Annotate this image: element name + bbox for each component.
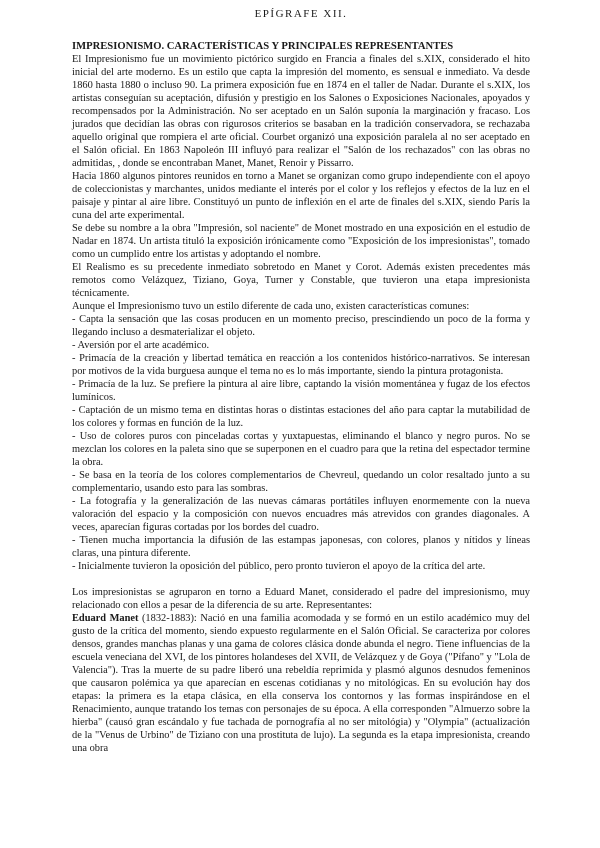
list-item: - Se basa en la teoría de los colores complementarios de Chevreul, quedando un color resaltado junto a su complementario, usando esto para las sombras.: [72, 470, 530, 494]
representatives-intro: Los impresionistas se agruparon en torno a Eduard Manet, considerado el padre del impresionismo, muy relacionado con ellos a pesar de la diferencia de su arte. Representantes:: [72, 587, 530, 611]
paragraph: El Impresionismo fue un movimiento pictórico surgido en Francia a finales del s.XIX, considerado el hito inicial del arte moderno. Es un estilo que capta la impresión del momento, es sensual e inmediato. Va desde 1860 hasta 1880 o incluso 90. La primera exposición fue en 1874 en el taller de Nadar. Durante el s.XIX, los artistas conseguían su aceptación, difusión y prestigio en los Salones o Exposiciones Nacionales, apoyados y recompensados por la Administración. No ser aceptado en un Salón suponía la marginación y fracaso. Los jurados que decidían las obras con rigurosos criterios se basaban en la tradición conservadora, se rechazaba aquello original que rompiera el arte oficial. Courbet organizó una exposición paralela al no ser aceptado en el Salón oficial. En 1863 Napoleón III influyó para realizar el "Salón de los rechazados" con las obras no admitidas, , donde se encontraban Manet, Manet, Renoir y Pissarro.: [72, 54, 530, 169]
list-item: - La fotografía y la generalización de las nuevas cámaras portátiles influyen enormemente con la nueva valoración del espacio y la composición con nuevos encuadres más atrevidos con grandes diagonales. A veces, aparecían figuras cortadas por los bordes del cuadro.: [72, 496, 530, 533]
list-item: - Inicialmente tuvieron la oposición del público, pero pronto tuvieron el apoyo de la crítica del arte.: [72, 561, 486, 572]
list-item: - Captación de un mismo tema en distintas horas o distintas estaciones del año para captar la mutabilidad de los colores y formas en función de la luz.: [72, 405, 530, 429]
page-title: EPÍGRAFE XII.: [254, 8, 348, 20]
list-item: - Primacía de la creación y libertad temática en reacción a los contenidos histórico-narrativos. Se interesan por motivos de la vida burguesa aunque el tema no es lo más importante, siendo la pintura protagonista.: [72, 353, 530, 377]
paragraph: El Realismo es su precedente inmediato sobretodo en Manet y Corot. Además existen precedentes más remotos como Velázquez, Tiziano, Goya, Turner y Constable, que tuvieron una etapa impresionista técnicamente.: [72, 262, 530, 299]
list-item: - Primacía de la luz. Se prefiere la pintura al aire libre, captando la visión momentánea y fugaz de los efectos lumínicos.: [72, 379, 530, 403]
section-heading: IMPRESIONISMO. CARACTERÍSTICAS Y PRINCIPALES REPRESENTANTES: [72, 41, 454, 52]
list-item: - Capta la sensación que las cosas producen en un momento preciso, prescindiendo un poco de la forma y llegando incluso a desmaterializar el objeto.: [72, 314, 530, 338]
manet-paragraph: [72, 612, 530, 755]
document-page: [72, 8, 530, 755]
list-item: - Aversión por el arte académico.: [72, 340, 210, 351]
paragraph: Hacia 1860 algunos pintores reunidos en torno a Manet se organizan como grupo independiente con el apoyo de coleccionistas y marchantes, unidos mediante el interés por el color y los reflejos y efectos de la luz en el paisaje y pintar al aire libre. Constituyó un punto de inflexión en el arte de finales del s.XIX, siendo París la cuna del arte experimental.: [72, 171, 530, 221]
spacer: [72, 573, 530, 586]
list-item: - Uso de colores puros con pinceladas cortas y yuxtapuestas, eliminando el blanco y negro puros. No se mezclan los colores en la paleta sino que se superponen en el cuadro para que la retina del espectador termine la obra.: [72, 431, 530, 468]
list-item: - Tienen mucha importancia la difusión de las estampas japonesas, con colores, planos y nítidos y líneas claras, una pintura diferente.: [72, 535, 530, 559]
body-paragraphs: [72, 53, 530, 573]
manet-name: Eduard Manet: [72, 613, 139, 624]
manet-text: (1832-1883): Nació en una familia acomodada y se formó en un estilo académico muy del gusto de la crítica del momento, siendo expuesto regularmente en el Salón Oficial. Se caracteriza por colores densos, grandes manchas planas y una gama de colores clásica donde abunda el negro. Tiene influencias de la escuela veneciana del XVI, de los pintores holandeses del XVII, de Velázquez y de Goya ("Pífano" y "Lola de Valencia"). Tras la muerte de su padre liberó una rebeldía reprimida y plasmó algunos desnudos femeninos que causaron polémica ya que aparecían en escenas cotidianas y no mitológicas. En su evolución hay dos etapas: la primera es la etapa clásica, en ella conserva los contornos y las formas inspirándose en el Renacimiento, aunque tratando los temas con personajes de su época. A ella corresponden "Almuerzo sobre la hierba" (causó gran escándalo y fue tachada de pornografía al no ser mitológia) y "Olympia" (actualización de la "Venus de Urbino" de Tiziano con una prostituta de lujo). La segunda es la etapa impresionista, creando una obra: [72, 613, 531, 754]
paragraph: Aunque el Impresionismo tuvo un estilo diferente de cada uno, existen características comunes:: [72, 301, 470, 312]
paragraph: Se debe su nombre a la obra "Impresión, sol naciente" de Monet mostrado en una exposición en el estudio de Nadar en 1874. Un artista tituló la exposición irónicamente como "Exposición de los impresionistas", tomado como un cumplido entre los artistas y adoptando el nombre.: [72, 223, 530, 260]
